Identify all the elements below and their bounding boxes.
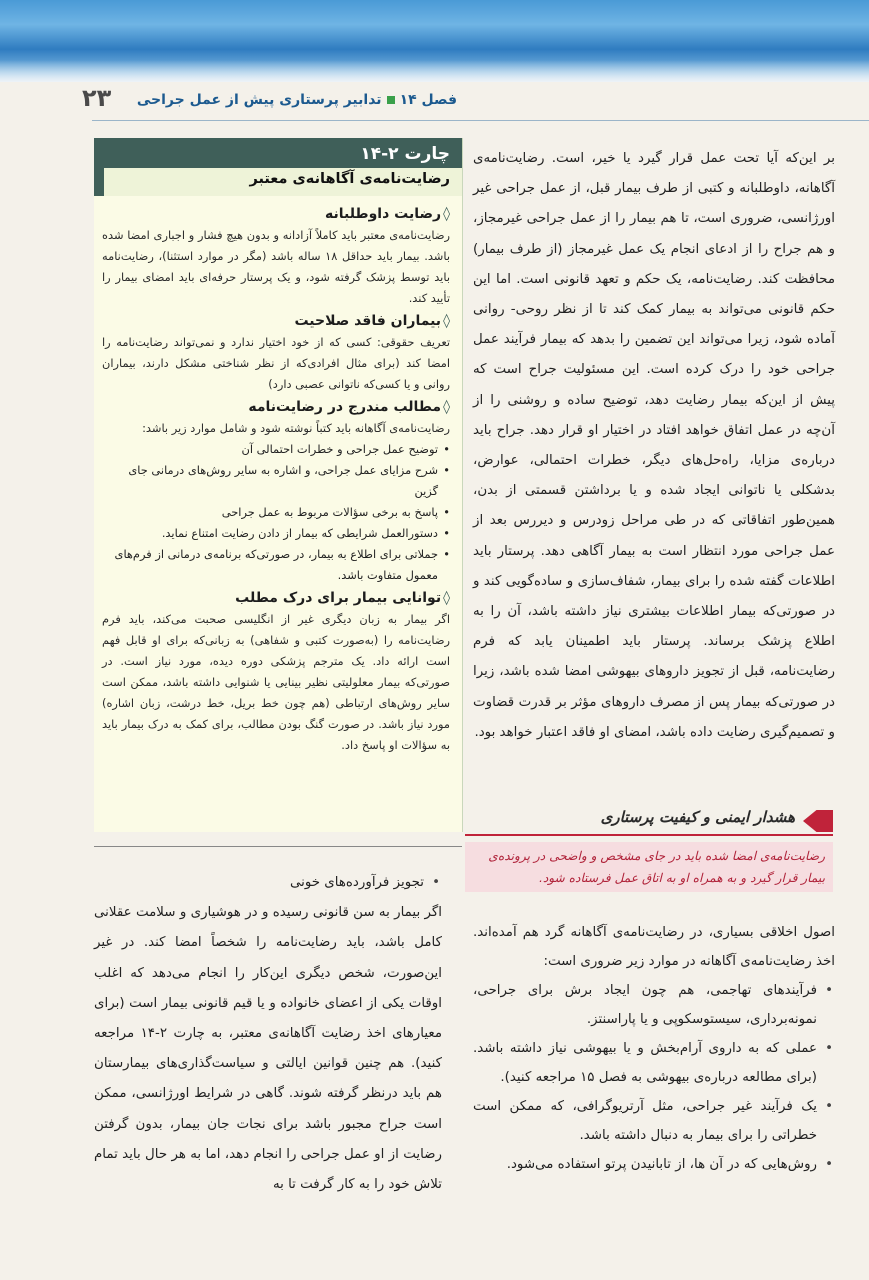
diamond-icon: ◊ [443, 313, 450, 329]
consent-paragraph: بر این‌که آیا تحت عمل قرار گیرد یا خیر، است. رضایت‌نامه‌ی آگاهانه، داوطلبانه و کتبی از طرف بیمار قبل، از عمل جراحی غیر اورژانسی، ضروری است، تا هم بیمار را از عمل جراحی غیرمجاز، و هم جراح را از ادعای انجام یک عمل غیرمجاز (از طرف بیمار) محافظت کند. رضایت‌نامه، یک حکم و تعهد قانونی است. اما این حکم قانونی می‌تواند به بیمار کمک کند تا از نظر روحی- روانی آماده شود، زیرا می‌تواند این تضمین را بدهد که بیمار فرآیند عمل جراحی خود را درک کرده است. این مسئولیت جراح است که پیش از این‌که بیمار رضایت دهد، توضیح ساده و روشنی را از آن‌چه در عمل اتفاق خواهد افتاد در اختیار او قرار دهد. جراح باید درباره‌ی مزایا، راه‌حل‌های دیگر، خطرات احتمالی، عوارض، بدشکلی یا ناتوانی ایجاد شده و یا برداشتن قسمتی از بدن، همین‌طور اتفاقاتی که در طی مراحل زودرس و دیررس بعد از عمل جراحی مورد انتظار است به بیمار آگاهی دهد. پرستار باید اطلاعات گفته شده را برای بیمار، شفاف‌سازی و ساده‌گویی کند و در صورتی‌که بیمار اطلاعات بیشتری نیاز داشته باشد، آن را به اطلاع پزشک برساند. پرستار باید اطمینان یابد که فرم رضایت‌نامه، قبل از تجویز داروهای بیهوشی امضا شده باشد، زیرا در صورتی‌که بیمار پس از مصرف داروهای مؤثر بر قدرت قضاوت و تصمیم‌گیری رضایت داده باشد، امضای او فاقد اعتبار خواهد بود. [473, 151, 835, 740]
ethics-intro: اصول اخلاقی بسیاری، در رضایت‌نامه‌ی آگاهانه گرد هم آمده‌اند. اخذ رضایت‌نامه‌ی آگاهانه در موارد زیر ضروری است: [473, 925, 835, 969]
page-header [0, 82, 869, 128]
list-item: • دستورالعمل شرایطی که بیمار از دادن رضایت امتناع نماید. [102, 523, 450, 544]
column-divider [94, 846, 462, 847]
section-text: تعریف حقوقی: کسی که از خود اختیار ندارد و نمی‌تواند رضایت‌نامه را امضا کند (برای مثال افرادی‌که از نظر شناختی مشکل دارند، بیماران روانی و یا کسی‌که ناتوانی عصبی دارد) [102, 335, 450, 391]
section-title: ◊مطالب مندرج در رضایت‌نامه [248, 399, 450, 415]
list-item: • پاسخ به برخی سؤالات مربوط به عمل جراحی [102, 502, 450, 523]
warning-rule [465, 834, 833, 836]
left-paragraph: اگر بیمار به سن قانونی رسیده و در هوشیاری و سلامت عقلانی کامل باشد، باید رضایت‌نامه را شخصاً امضا کند. در غیر این‌صورت، شخص دیگری این‌کار را انجام می‌دهد که اغلب اوقات یکی از اعضای خانواده و یا قیم قانونی بیمار است (برای معیارهای اخذ رضایت آگاهانه‌ی معتبر، به چارت ۲-۱۴ مراجعه کنید). هم چنین قوانین ایالتی و سیاست‌گذاری‌های بیمارستان هم باید درنظر گرفته شوند. گاهی در شرایط اورژانسی، ممکن است جراح مجبور باشد برای نجات جان بیمار، بدون گرفتن رضایت از او عمل جراحی را انجام دهد، اما به هر حال باید تمام تلاش خود را به کار گرفت تا به [94, 905, 442, 1193]
header-rule [92, 120, 869, 121]
section-title: ◊توانایی بیمار برای درک مطلب [235, 590, 450, 606]
chart-title: رضایت‌نامه‌ی آگاهانه‌ی معتبر [249, 171, 450, 187]
section-title: ◊رضایت داوطلبانه [324, 206, 450, 222]
list-item: • جملاتی برای اطلاع به بیمار، در صورتی‌که برنامه‌ی درمانی از فرم‌های معمول متفاوت باشد. [102, 544, 450, 586]
warning-title: هشدار ایمنی و کیفیت پرستاری [600, 808, 795, 826]
list-item: • توضیح عمل جراحی و خطرات احتمالی آن [102, 439, 450, 460]
chart-header [94, 138, 462, 196]
warning-arrow-icon [803, 810, 833, 832]
list-item: • یک فرآیند غیر جراحی، مثل آرتریوگرافی، که ممکن است خطراتی را برای بیمار به دنبال داشته باشد. [473, 1092, 835, 1150]
list-item: • روش‌هایی که در آن ها، از تابانیدن پرتو استفاده می‌شود. [473, 1150, 835, 1179]
top-decorative-band [0, 0, 869, 82]
list-item: • تجویز فرآورده‌های خونی [94, 868, 442, 898]
list-item: • شرح مزایای عمل جراحی، و اشاره به سایر روش‌های درمانی جای گزین [102, 460, 450, 502]
chart-label: چارت ۲-۱۴ [360, 144, 450, 164]
consent-chart-box [94, 138, 463, 832]
right-column [473, 144, 835, 748]
list-item: • عملی که به داروی آرام‌بخش و یا بیهوشی نیاز داشته باشد. (برای مطالعه درباره‌ی بیهوشی به فصل ۱۵ مراجعه کنید). [473, 1034, 835, 1092]
right-column-lower [473, 918, 835, 1179]
warning-header [465, 804, 833, 838]
chapter-title: تدابیر پرستاری پیش از عمل جراحی [136, 92, 382, 108]
left-column [94, 868, 442, 1200]
diamond-icon: ◊ [443, 590, 450, 606]
running-title [137, 92, 457, 108]
page-number: ۲۳ [82, 84, 112, 112]
diamond-icon: ◊ [443, 206, 450, 222]
safety-warning-box [465, 804, 833, 892]
section-text: رضایت‌نامه‌ی آگاهانه باید کتباً نوشته شود و شامل موارد زیر باشد: [142, 421, 450, 435]
chart-body [94, 196, 462, 756]
section-text: اگر بیمار به زبان دیگری غیر از انگلیسی صحبت می‌کند، باید فرم رضایت‌نامه را (به‌صورت کتبی و شفاهی) به زبانی‌که برای او قابل فهم است ارائه داد. یک مترجم پزشکی دوره دیده، مورد نیاز است. در صورتی‌که بیمار معلولیتی نظیر بینایی یا شنوایی داشته باشد، ممکن است سایر روش‌های ارتباطی (هم چون خط بریل، خط درشت، زبان اشاره) مورد نیاز باشد. در صورت گنگ بودن مطالب، برای کمک به درک بیمار باید به سؤالات او پاسخ داد. [102, 612, 450, 752]
section-text: رضایت‌نامه‌ی معتبر باید کاملاً آزادانه و بدون هیچ فشار و اجباری امضا شده باشد. بیمار باید حداقل ۱۸ ساله باشد (مگر در موارد استثنا)، رضایت‌نامه باید توسط پزشک گرفته شود، و یک پرستار حرفه‌ای باید امضای بیمار را تأیید کند. [102, 228, 450, 305]
square-bullet-icon [387, 96, 395, 104]
chapter-label: فصل ۱۴ [399, 92, 457, 108]
list-item: • فرآیندهای تهاجمی، هم چون ایجاد برش برای جراحی، نمونه‌برداری، سیستوسکوپی و یا پاراسنتز. [473, 976, 835, 1034]
warning-text: رضایت‌نامه‌ی امضا شده باید در جای مشخص و واضحی در پرونده‌ی بیمار قرار گیرد و به همراه او به اتاق عمل فرستاده شود. [465, 842, 833, 892]
section-title: ◊بیماران فاقد صلاحیت [294, 313, 450, 329]
diamond-icon: ◊ [443, 399, 450, 415]
